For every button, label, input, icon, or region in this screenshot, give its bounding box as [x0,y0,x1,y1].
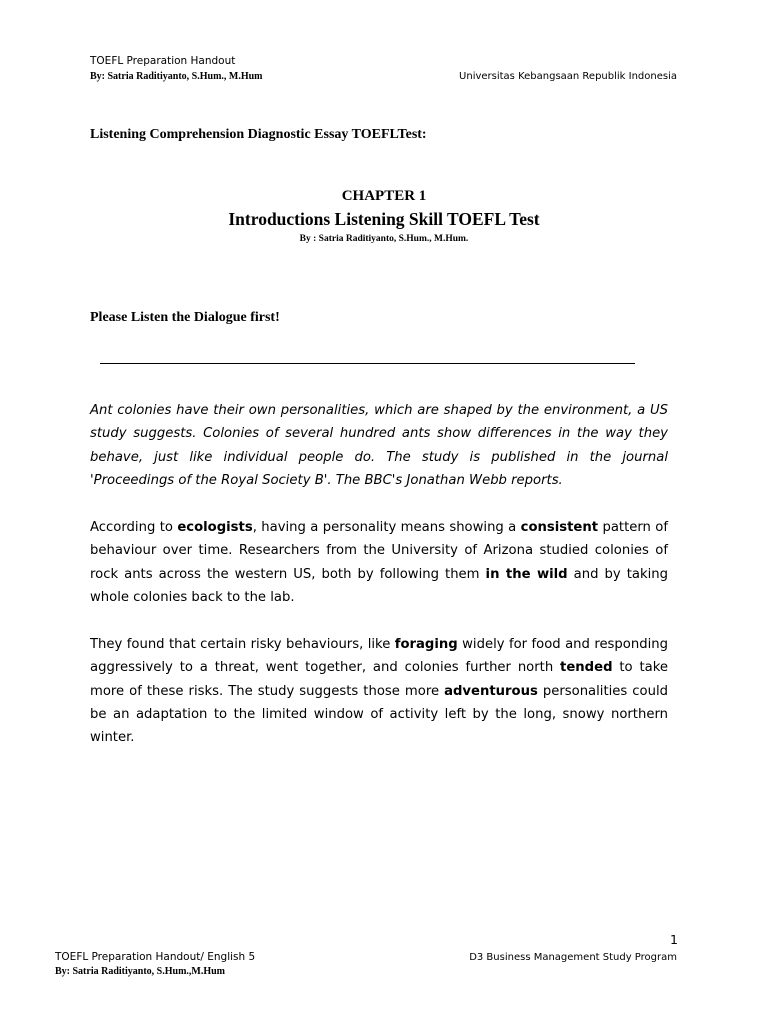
vocab-term: foraging [394,637,458,652]
footer-title: TOEFL Preparation Handout/ English 5 [55,951,256,963]
vocab-term: tended [560,660,613,676]
paragraph-findings [90,633,668,749]
divider-line [100,363,635,364]
vocab-term: adventurous [444,683,538,699]
essay-title: Listening Comprehension Diagnostic Essay TOEFLTest: [90,127,427,142]
text-segment: They found that certain risky behaviours, like [90,637,395,652]
text-segment: pattern of behaviour over time. Researchers from the University of Arizona studied colonies of rock ants across the western US, both by following them [90,520,668,582]
chapter-title: Introductions Listening Skill TOEFL Test [228,209,540,229]
paragraph-intro: Ant colonies have their own personalities, which are shaped by the environment, a US study suggests. Colonies of several hundred ants show differences in the way they behave, just like individual people do. The study is published in the journal 'Proceedings of the Royal Society B'. The BBC's Jonathan Webb reports. [90,403,668,488]
vocab-term: ecologists [177,520,253,535]
vocab-term: in the wild [485,566,568,582]
text-segment: to take more of these risks. The study suggests those more [90,660,668,699]
footer-author: By: Satria Raditiyanto, S.Hum.,M.Hum [55,966,226,977]
header-institution: Universitas Kebangsaan Republik Indonesia [459,71,677,82]
chapter-label: CHAPTER 1 [341,188,427,204]
text-segment: According to [90,520,178,535]
listen-instruction: Please Listen the Dialogue first! [90,310,280,325]
paragraph-ecologists [90,516,668,609]
text-segment: and by taking whole colonies back to the lab. [90,566,668,605]
chapter-byline: By : Satria Raditiyanto, S.Hum., M.Hum. [299,234,469,244]
text-segment: personalities could be an adaptation to the limited window of activity left by the long, snowy northern winter. [90,683,669,746]
vocab-term: consistent [520,520,599,535]
text-segment: , having a personality means showing a [252,520,521,535]
page-number: 1 [670,932,678,947]
header-author: By: Satria Raditiyanto, S.Hum., M.Hum [90,71,263,82]
text-segment: widely for food and responding aggressively to a threat, went together, and colonies further north [90,637,668,676]
header-title: TOEFL Preparation Handout [90,55,236,67]
footer-program: D3 Business Management Study Program [469,952,677,963]
